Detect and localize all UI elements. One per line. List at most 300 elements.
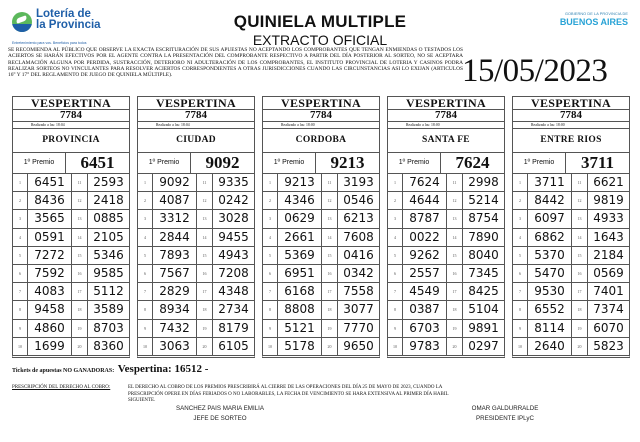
position-number: 3	[263, 210, 278, 227]
position-number: 10	[138, 338, 153, 355]
position-number: 13	[322, 210, 338, 227]
position-number: 7	[513, 283, 528, 300]
result-number: 4348	[218, 284, 249, 299]
result-row	[513, 320, 629, 338]
first-prize	[13, 153, 129, 174]
result-row	[138, 247, 254, 265]
result-row	[263, 192, 379, 210]
result-number: 0387	[403, 301, 447, 318]
position-number: 5	[13, 247, 28, 264]
signature-presidente	[440, 404, 570, 424]
result-number: 8179	[218, 320, 249, 335]
position-number: 1	[388, 174, 403, 191]
position-number: 2	[13, 192, 28, 209]
result-row	[388, 210, 504, 228]
position-number: 9	[13, 320, 28, 337]
position-number: 12	[447, 192, 463, 209]
position-number: 18	[572, 301, 588, 318]
signer-role: PRESIDENTE IPLyC	[476, 415, 534, 422]
result-row	[263, 338, 379, 355]
result-row	[388, 283, 504, 301]
position-number: 20	[197, 338, 213, 355]
result-number: 6105	[218, 338, 249, 353]
board-ciudad	[137, 96, 255, 358]
first-prize-value: 9092	[205, 153, 240, 172]
result-number: 7558	[343, 284, 374, 299]
result-number: 9262	[403, 247, 447, 264]
position-number: 12	[72, 192, 88, 209]
result-row	[513, 192, 629, 210]
position-number: 6	[263, 265, 278, 282]
result-number: 0022	[403, 229, 447, 246]
non-winning-tickets	[12, 363, 208, 375]
first-prize-value: 7624	[455, 153, 490, 172]
position-number: 9	[388, 320, 403, 337]
result-number: 9530	[528, 283, 572, 300]
position-number: 20	[572, 338, 588, 355]
position-number: 6	[388, 265, 403, 282]
result-row	[138, 192, 254, 210]
result-row	[13, 247, 129, 265]
result-number: 7208	[218, 265, 249, 280]
signer-name: OMAR GALDURRALDE	[471, 405, 539, 412]
result-number: 9213	[278, 174, 322, 191]
result-row	[388, 174, 504, 192]
result-number: 8787	[403, 210, 447, 227]
result-number: 0546	[343, 193, 374, 208]
jurisdiction-name: SANTA FE	[388, 129, 504, 153]
result-row	[388, 338, 504, 355]
realizado-time: Realizado a las: 18:00	[263, 122, 379, 129]
position-number: 4	[263, 229, 278, 246]
position-number: 14	[72, 229, 88, 246]
position-number: 6	[138, 265, 153, 282]
session-name: VESPERTINA	[13, 97, 129, 110]
result-number: 3312	[153, 210, 197, 227]
position-number: 8	[13, 301, 28, 318]
position-number: 11	[447, 174, 463, 191]
position-number: 14	[197, 229, 213, 246]
position-number: 17	[197, 283, 213, 300]
position-number: 4	[513, 229, 528, 246]
result-number: 9819	[593, 193, 624, 208]
result-number: 8808	[278, 301, 322, 318]
position-number: 14	[572, 229, 588, 246]
result-number: 4087	[153, 192, 197, 209]
result-row	[263, 174, 379, 192]
result-number: 3711	[528, 174, 572, 191]
session-name: VESPERTINA	[513, 97, 629, 110]
result-number: 7272	[28, 247, 72, 264]
result-number: 4083	[28, 283, 72, 300]
result-row	[263, 210, 379, 228]
position-number: 2	[263, 192, 278, 209]
result-number: 0885	[93, 211, 124, 226]
tickets-label: Tickets de apuestas NO GANADORAS:	[12, 368, 115, 374]
result-row	[513, 229, 629, 247]
result-row	[138, 338, 254, 355]
jurisdiction-name: CORDOBA	[263, 129, 379, 153]
session-name: VESPERTINA	[263, 97, 379, 110]
result-row	[13, 210, 129, 228]
position-number: 10	[388, 338, 403, 355]
result-number: 7592	[28, 265, 72, 282]
logo-line2: la Provincia	[36, 19, 101, 31]
first-prize	[138, 153, 254, 174]
gov-big-text: BUENOS AIRES	[559, 17, 628, 27]
result-number: 9585	[93, 265, 124, 280]
first-prize-label: 1º Premio	[263, 153, 316, 173]
result-row	[513, 338, 629, 355]
result-row	[388, 301, 504, 319]
position-number: 12	[572, 192, 588, 209]
result-row	[388, 320, 504, 338]
position-number: 5	[388, 247, 403, 264]
result-number: 2184	[593, 247, 624, 262]
position-number: 11	[572, 174, 588, 191]
result-number: 7893	[153, 247, 197, 264]
result-row	[13, 174, 129, 192]
result-number: 3063	[153, 338, 197, 355]
result-row	[513, 301, 629, 319]
draw-number: 7784	[138, 110, 254, 122]
position-number: 18	[197, 301, 213, 318]
result-number: 8754	[468, 211, 499, 226]
position-number: 15	[322, 247, 338, 264]
realizado-time: Realizado a las: 18:04	[13, 122, 129, 129]
result-row	[13, 320, 129, 338]
jurisdiction-name: ENTRE RIOS	[513, 129, 629, 153]
first-prize-value: 3711	[580, 153, 615, 172]
result-number: 8442	[528, 192, 572, 209]
position-number: 3	[138, 210, 153, 227]
result-row	[13, 192, 129, 210]
position-number: 19	[72, 320, 88, 337]
result-row	[388, 265, 504, 283]
first-prize-value: 9213	[330, 153, 365, 172]
realizado-time: Realizado a las: 18:00	[513, 122, 629, 129]
result-number: 9335	[218, 175, 249, 189]
result-number: 5823	[593, 338, 624, 353]
position-number: 4	[13, 229, 28, 246]
result-number: 5369	[278, 247, 322, 264]
draw-number: 7784	[388, 110, 504, 122]
gov-logo	[560, 12, 628, 27]
result-number: 2734	[218, 302, 249, 317]
signer-role: JEFE DE SORTEO	[193, 415, 247, 422]
position-number: 20	[72, 338, 88, 355]
position-number: 17	[447, 283, 463, 300]
position-number: 15	[72, 247, 88, 264]
result-row	[138, 320, 254, 338]
position-number: 2	[388, 192, 403, 209]
position-number: 5	[513, 247, 528, 264]
result-row	[13, 229, 129, 247]
result-number: 2661	[278, 229, 322, 246]
position-number: 8	[138, 301, 153, 318]
result-number: 7432	[153, 320, 197, 337]
result-number: 2593	[93, 175, 124, 189]
draw-number: 7784	[13, 110, 129, 122]
position-number: 10	[263, 338, 278, 355]
result-number: 0342	[343, 265, 374, 280]
position-number: 14	[447, 229, 463, 246]
draw-date: 15/05/2023	[462, 53, 608, 89]
position-number: 16	[72, 265, 88, 282]
position-number: 1	[263, 174, 278, 191]
position-number: 20	[447, 338, 463, 355]
result-number: 2998	[468, 175, 499, 189]
result-number: 5104	[468, 302, 499, 317]
position-number: 1	[13, 174, 28, 191]
result-number: 7345	[468, 265, 499, 280]
result-number: 9092	[153, 174, 197, 191]
board-entre-rios	[512, 96, 630, 358]
prescripcion-text: EL DERECHO AL COBRO DE LOS PREMIOS PRESCRIBIRÁ AL CIERRE DE LAS OPERACIONES DEL DÍA 25 DE MAYO DE 2023, CUANDO LA PRESCRIPCIÓN OPERE EN DÍAS FERIADOS O NO LABORABLES, LA FECHA DE VENCIMIENTO SE HARA EXTENSIVA AL PRIMER DÍA HABIL SIGUIENTE.	[128, 385, 449, 403]
first-prize-label: 1º Premio	[13, 153, 66, 173]
result-number: 6552	[528, 301, 572, 318]
position-number: 15	[572, 247, 588, 264]
result-row	[138, 174, 254, 192]
result-number: 8425	[468, 284, 499, 299]
position-number: 9	[263, 320, 278, 337]
jurisdiction-name: CIUDAD	[138, 129, 254, 153]
logo-line1: Lotería de	[36, 8, 91, 20]
position-number: 18	[322, 301, 338, 318]
result-row	[13, 301, 129, 319]
position-number: 14	[322, 229, 338, 246]
result-number: 6070	[593, 320, 624, 335]
position-number: 5	[263, 247, 278, 264]
result-number: 0416	[343, 247, 374, 262]
result-number: 6703	[403, 320, 447, 337]
result-number: 0569	[593, 265, 624, 280]
result-row	[138, 229, 254, 247]
jurisdiction-name: PROVINCIA	[13, 129, 129, 153]
result-number: 5370	[528, 247, 572, 264]
page-subtitle: EXTRACTO OFICIAL	[252, 32, 388, 48]
result-row	[513, 247, 629, 265]
result-number: 2640	[528, 338, 572, 355]
result-number: 7401	[593, 284, 624, 299]
result-number: 0297	[468, 338, 499, 353]
tickets-value: Vespertina: 16512 -	[117, 363, 209, 375]
result-number: 9455	[218, 229, 249, 244]
result-number: 1699	[28, 338, 72, 355]
result-row	[138, 265, 254, 283]
result-number: 5346	[93, 247, 124, 262]
position-number: 13	[572, 210, 588, 227]
result-row	[13, 265, 129, 283]
position-number: 15	[447, 247, 463, 264]
position-number: 4	[138, 229, 153, 246]
position-number: 7	[388, 283, 403, 300]
realizado-time: Realizado a las: 18:04	[138, 122, 254, 129]
session-name: VESPERTINA	[138, 97, 254, 110]
result-number: 8934	[153, 301, 197, 318]
position-number: 11	[322, 174, 338, 191]
result-number: 0242	[218, 193, 249, 208]
draw-number: 7784	[513, 110, 629, 122]
result-number: 7608	[343, 229, 374, 244]
first-prize-value: 6451	[80, 153, 115, 172]
position-number: 19	[447, 320, 463, 337]
result-number: 7567	[153, 265, 197, 282]
position-number: 16	[197, 265, 213, 282]
position-number: 20	[322, 338, 338, 355]
result-number: 3077	[343, 302, 374, 317]
result-number: 5214	[468, 193, 499, 208]
realizado-time: Realizado a las: 18:00	[388, 122, 504, 129]
result-number: 7374	[593, 302, 624, 317]
position-number: 11	[197, 174, 213, 191]
result-number: 9458	[28, 301, 72, 318]
page-title: QUINIELA MULTIPLE	[233, 12, 407, 31]
position-number: 13	[447, 210, 463, 227]
position-number: 17	[572, 283, 588, 300]
result-row	[138, 210, 254, 228]
public-notice: SE RECOMIENDA AL PÚBLICO QUE OBSERVE LA EXACTA ESCRITURACIÓN DE SUS APUESTAS NO ACEPTANDO LOS COMPROBANTES QUE TENGAN ENMIENDAS O TESTADOS LOS ACIERTOS SE HARÁN EFECTIVOS POR EL AGENTE CONTRA LA PRESENTACIÓN DEL COMPROBANTE RESPECTIVO A PARTIR DEL DÍA POSTERIOR AL SORTEO, NO SE ACEPTARA RECLAMACIÓN ALGUNA POR PERDIDA, SUSTRACCIÓN, DETERIORO NI ADULTERACIÓN DE LOS COMPROBANTES, EL INSTITUTO PROVINCIAL DE LOTERIA Y CASINOS PODRA REALIZAR SORTEOS NO VINCULANTES PARA RESOLVER ACIERTOS CORRESPONDIENTES A OTRAS JURISDICCIONES CUANDO LAS CIRCUNSTANCIAS ASI LO EXIJAN (ARTICULOS 16° Y 17° DEL REGLAMENTO DE JUEGO DE QUINIELA MÚLTIPLE).	[8, 47, 463, 79]
result-number: 0591	[28, 229, 72, 246]
result-number: 6168	[278, 283, 322, 300]
draw-number: 7784	[263, 110, 379, 122]
gov-small-text: GOBIERNO DE LA PROVINCIA DE	[564, 12, 628, 16]
result-number: 7890	[468, 229, 499, 244]
position-number: 16	[322, 265, 338, 282]
result-number: 5121	[278, 320, 322, 337]
position-number: 10	[13, 338, 28, 355]
result-number: 2844	[153, 229, 197, 246]
position-number: 6	[13, 265, 28, 282]
result-number: 6862	[528, 229, 572, 246]
position-number: 17	[72, 283, 88, 300]
result-number: 8040	[468, 247, 499, 262]
result-number: 6213	[343, 211, 374, 226]
position-number: 3	[388, 210, 403, 227]
session-name: VESPERTINA	[388, 97, 504, 110]
result-number: 3589	[93, 302, 124, 317]
result-number: 9650	[343, 338, 374, 353]
result-row	[263, 301, 379, 319]
result-number: 1643	[593, 229, 624, 244]
result-number: 3193	[343, 175, 374, 189]
first-prize-label: 1º Premio	[388, 153, 441, 173]
board-provincia	[12, 96, 130, 358]
position-number: 6	[513, 265, 528, 282]
result-number: 2829	[153, 283, 197, 300]
first-prize	[513, 153, 629, 174]
position-number: 8	[388, 301, 403, 318]
result-number: 8436	[28, 192, 72, 209]
result-number: 5112	[93, 284, 124, 299]
prescripcion-label: PRESCRIPCIÓN DEL DERECHO AL COBRO:	[12, 385, 111, 390]
position-number: 8	[513, 301, 528, 318]
result-row	[513, 174, 629, 192]
position-number: 19	[322, 320, 338, 337]
result-row	[13, 338, 129, 355]
position-number: 18	[447, 301, 463, 318]
result-row	[513, 210, 629, 228]
result-number: 8114	[528, 320, 572, 337]
result-number: 6621	[593, 175, 624, 189]
position-number: 13	[72, 210, 88, 227]
result-number: 6951	[278, 265, 322, 282]
result-row	[263, 320, 379, 338]
position-number: 1	[513, 174, 528, 191]
board-santa-fe	[387, 96, 505, 358]
board-cordoba	[262, 96, 380, 358]
result-row	[263, 265, 379, 283]
result-row	[513, 283, 629, 301]
signature-jefe-sorteo	[150, 404, 290, 424]
result-number: 9891	[468, 320, 499, 335]
position-number: 19	[572, 320, 588, 337]
position-number: 7	[138, 283, 153, 300]
first-prize-label: 1º Premio	[513, 153, 566, 173]
position-number: 16	[447, 265, 463, 282]
position-number: 13	[197, 210, 213, 227]
position-number: 7	[13, 283, 28, 300]
result-number: 3028	[218, 211, 249, 226]
position-number: 5	[138, 247, 153, 264]
result-number: 4933	[593, 211, 624, 226]
result-row	[138, 283, 254, 301]
position-number: 9	[513, 320, 528, 337]
result-number: 3565	[28, 210, 72, 227]
first-prize	[263, 153, 379, 174]
position-number: 9	[138, 320, 153, 337]
result-number: 2557	[403, 265, 447, 282]
position-number: 15	[197, 247, 213, 264]
result-number: 7770	[343, 320, 374, 335]
result-number: 4549	[403, 283, 447, 300]
result-row	[263, 247, 379, 265]
result-row	[138, 301, 254, 319]
position-number: 17	[322, 283, 338, 300]
position-number: 12	[197, 192, 213, 209]
position-number: 12	[322, 192, 338, 209]
position-number: 3	[13, 210, 28, 227]
position-number: 11	[72, 174, 88, 191]
position-number: 18	[72, 301, 88, 318]
result-number: 4943	[218, 247, 249, 262]
logo-tagline: Entretenimiento para vos. Beneficios para todos	[12, 41, 87, 45]
first-prize-label: 1º Premio	[138, 153, 191, 173]
result-number: 9783	[403, 338, 447, 355]
position-number: 16	[572, 265, 588, 282]
result-number: 4644	[403, 192, 447, 209]
result-row	[263, 283, 379, 301]
position-number: 1	[138, 174, 153, 191]
position-number: 19	[197, 320, 213, 337]
result-number: 6097	[528, 210, 572, 227]
result-row	[513, 265, 629, 283]
result-number: 2105	[93, 229, 124, 244]
result-number: 8360	[93, 338, 124, 353]
result-row	[388, 192, 504, 210]
result-number: 5178	[278, 338, 322, 355]
position-number: 7	[263, 283, 278, 300]
first-prize	[388, 153, 504, 174]
result-number: 5470	[528, 265, 572, 282]
result-number: 4860	[28, 320, 72, 337]
position-number: 8	[263, 301, 278, 318]
result-row	[13, 283, 129, 301]
signer-name: SANCHEZ PAIS MARIA EMILIA	[176, 405, 264, 412]
result-number: 4346	[278, 192, 322, 209]
result-row	[388, 229, 504, 247]
position-number: 3	[513, 210, 528, 227]
